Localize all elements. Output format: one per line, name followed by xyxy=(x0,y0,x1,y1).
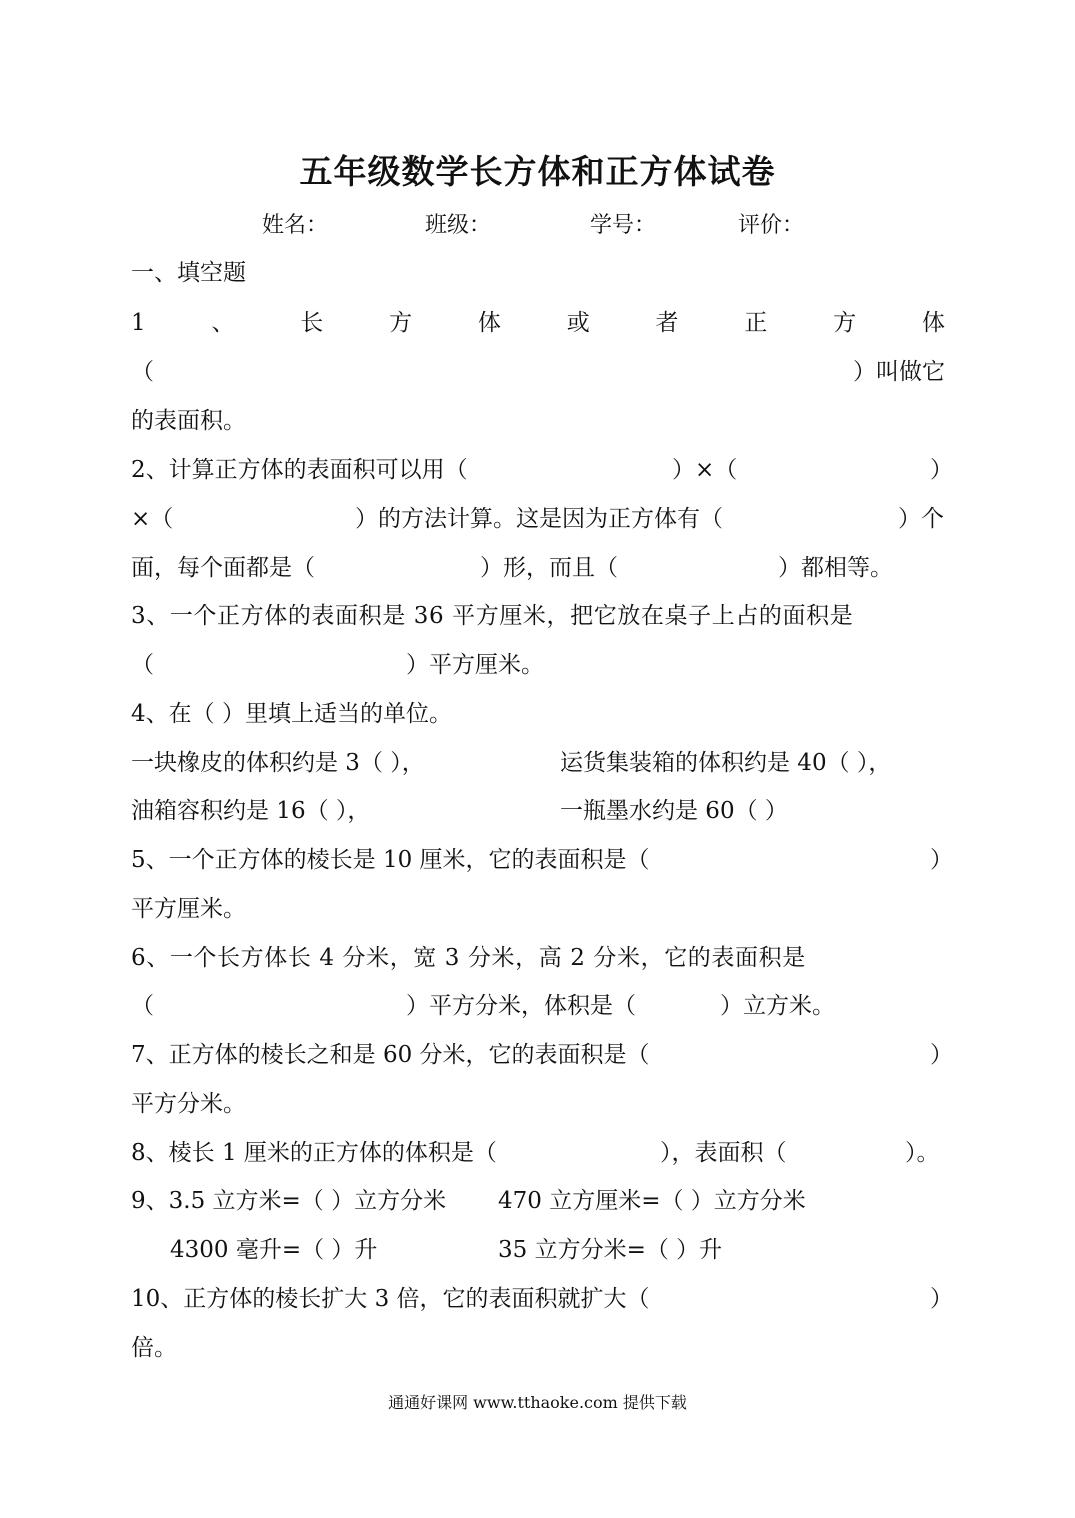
answer-blank-close: ） xyxy=(930,1042,953,1068)
footer-credit: 通通好课网 www.tthaoke.com 提供下载 xyxy=(388,1393,687,1412)
q1-char: 、 xyxy=(211,310,235,336)
answer-blank-close: ）。 xyxy=(905,1140,940,1166)
question-4-item: 一块橡皮的体积约是 3（ ）， xyxy=(131,750,425,776)
q1-char: 者 xyxy=(655,310,679,336)
answer-blank-open: （ xyxy=(131,993,154,1019)
q1-char: 或 xyxy=(566,310,590,336)
answer-blank-close: ） xyxy=(930,1286,953,1312)
question-2-text: 2、计算正方体的表面积可以用（ xyxy=(131,457,468,483)
question-8-text: 8、棱长 1 厘米的正方体的体积是（ xyxy=(131,1140,497,1166)
question-2-text: ）×（ xyxy=(672,457,738,483)
question-10-line-2: 倍。 xyxy=(131,1335,177,1361)
question-5-line-2: 平方厘米。 xyxy=(131,896,246,922)
answer-blank-close: ） xyxy=(930,847,953,873)
question-7-text: 7、正方体的棱长之和是 60 分米，它的表面积是（ xyxy=(131,1042,650,1068)
name-label: 姓名： xyxy=(262,213,329,238)
class-label: 班级： xyxy=(425,213,492,238)
question-4-line-1: 4、在（ ）里填上适当的单位。 xyxy=(131,701,452,727)
q1-char: 方 xyxy=(389,310,413,336)
question-1-line-2 xyxy=(131,357,945,387)
question-1-line-3: 的表面积。 xyxy=(131,408,246,434)
question-2-text: ）个 xyxy=(898,506,944,532)
q1-char: 体 xyxy=(921,310,945,336)
question-9-item: 9、3.5 立方米=（ ）立方分米 xyxy=(131,1188,447,1214)
question-6-text: ）立方米。 xyxy=(720,993,835,1019)
q1-char: 1 xyxy=(131,310,146,336)
q1-char: 方 xyxy=(833,310,857,336)
question-5-text: 5、一个正方体的棱长是 10 厘米，它的表面积是（ xyxy=(131,847,650,873)
question-6-text: ）平方分米，体积是（ xyxy=(406,993,636,1019)
question-2-text: ）形，而且（ xyxy=(480,555,618,581)
question-2-text: ）的方法计算。这是因为正方体有（ xyxy=(355,506,723,532)
question-2-text: 面，每个面都是（ xyxy=(131,555,315,581)
question-2-text: ×（ xyxy=(131,506,174,532)
page-title: 五年级数学长方体和正方体试卷 xyxy=(299,152,776,191)
q1-char: 长 xyxy=(300,310,324,336)
question-3-text: ）平方厘米。 xyxy=(406,652,544,678)
section-heading: 一、填空题 xyxy=(131,260,246,286)
question-9-item: 470 立方厘米=（ ）立方分米 xyxy=(498,1188,806,1214)
question-10-text: 10、正方体的棱长扩大 3 倍，它的表面积就扩大（ xyxy=(131,1286,650,1312)
student-number-label: 学号： xyxy=(590,213,657,238)
answer-blank-close: ）叫做它 xyxy=(853,359,945,385)
question-4-item: 运货集装箱的体积约是 40（ ）， xyxy=(560,750,892,776)
q1-char: 体 xyxy=(477,310,501,336)
question-1-line-1 xyxy=(131,308,945,338)
question-4-item: 油箱容积约是 16（ ）， xyxy=(131,798,371,824)
question-9-item: 4300 毫升=（ ）升 xyxy=(170,1237,378,1263)
question-9-item: 35 立方分米=（ ）升 xyxy=(498,1237,723,1263)
question-6-line-1: 6、一个长方体长 4 分米，宽 3 分米，高 2 分米，它的表面积是 xyxy=(131,945,806,971)
answer-blank-open: （ xyxy=(131,652,154,678)
question-4-item: 一瓶墨水约是 60（ ） xyxy=(560,798,788,824)
question-2-text: ）都相等。 xyxy=(778,555,893,581)
question-3-line-1: 3、一个正方体的表面积是 36 平方厘米，把它放在桌子上占的面积是 xyxy=(131,603,854,629)
question-7-line-2: 平方分米。 xyxy=(131,1091,246,1117)
evaluation-label: 评价： xyxy=(738,213,805,238)
question-8-text: ），表面积（ xyxy=(660,1140,787,1166)
answer-blank-open: （ xyxy=(131,359,154,385)
answer-blank-close: ） xyxy=(930,457,953,483)
q1-char: 正 xyxy=(744,310,768,336)
